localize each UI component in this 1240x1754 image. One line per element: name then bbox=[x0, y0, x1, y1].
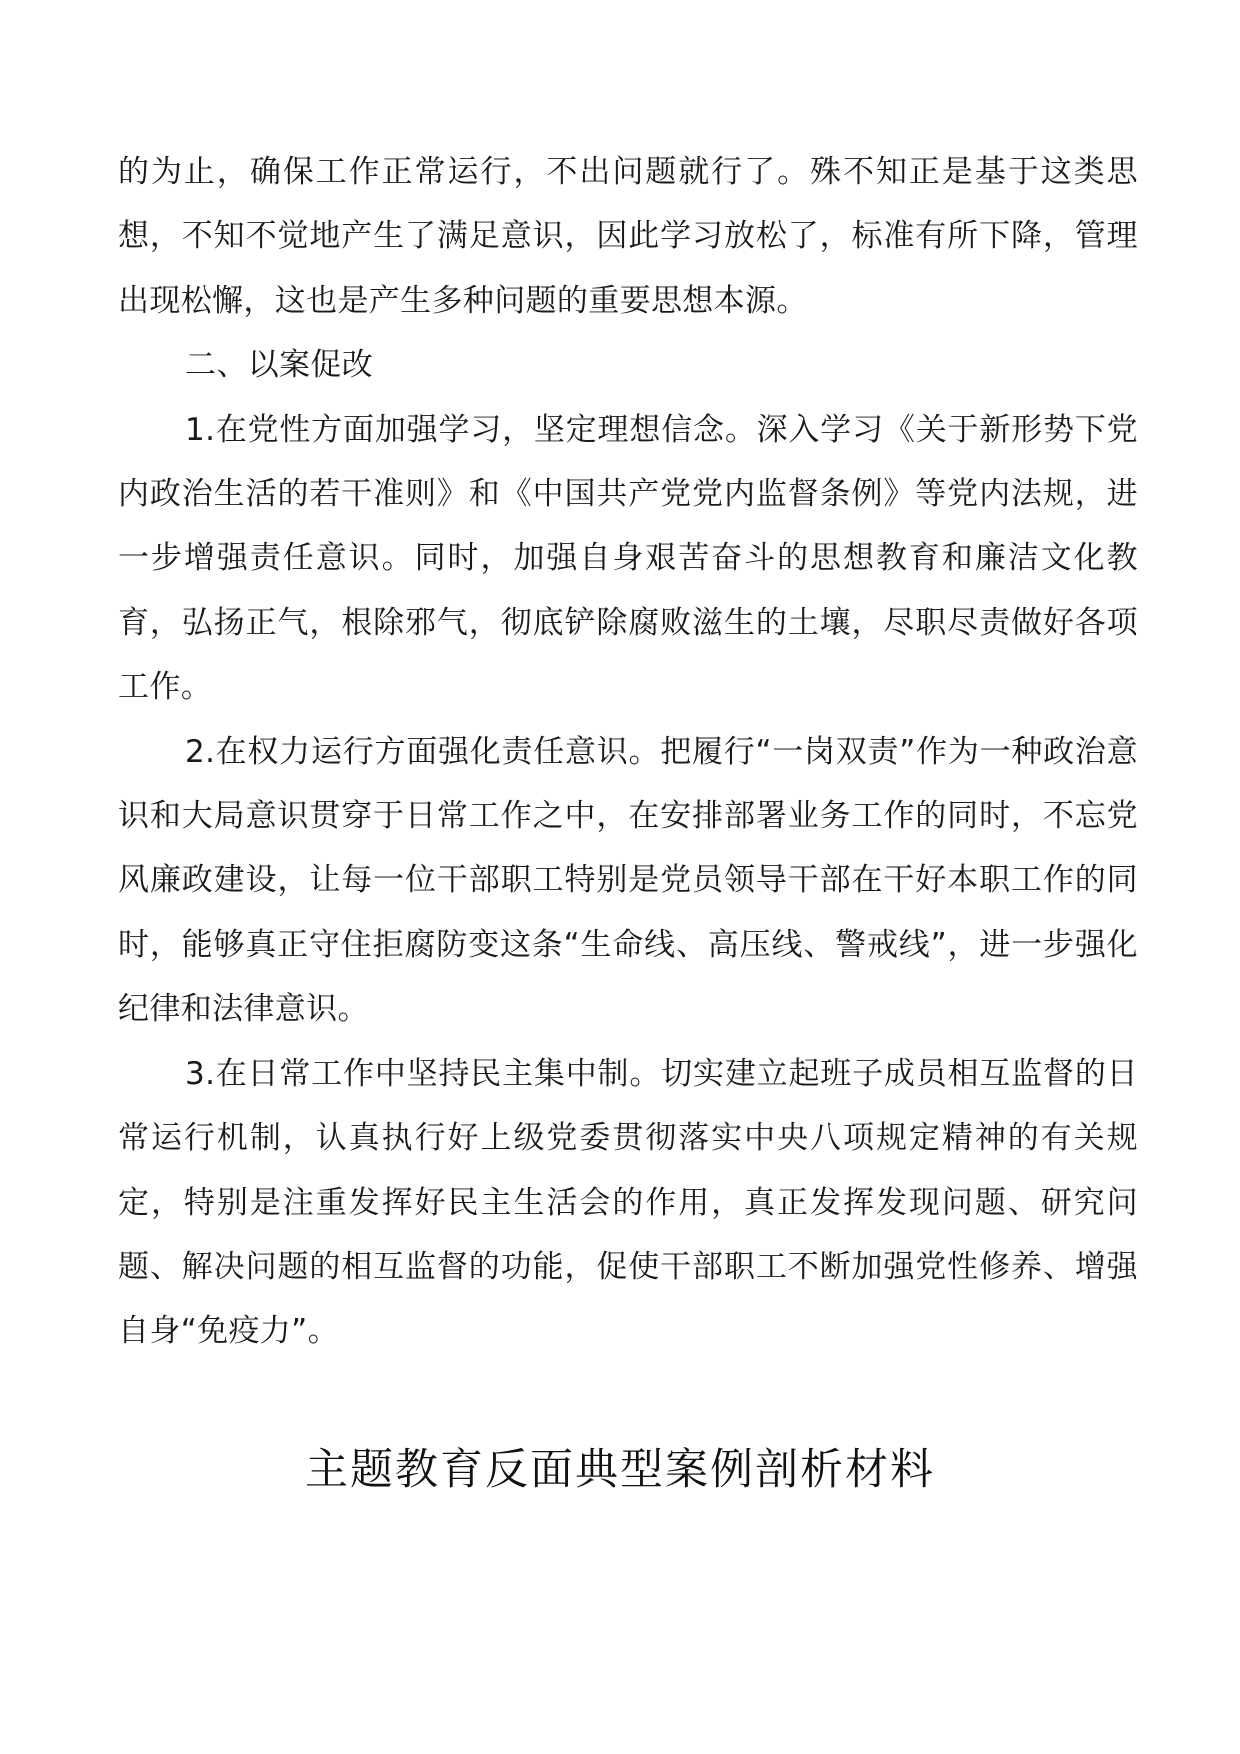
next-document-title: 主题教育反面典型案例剖析材料 bbox=[305, 1445, 935, 1495]
list-item-1: 1.在党性方面加强学习，坚定理想信念。深入学习《关于新形势下党内政治生活的若干准则》和《中国共产党党内监督条例》等党内法规，进一步增强责任意识。同时，加强自身艰苦奋斗的思想教育和廉洁文化教育，弘扬正气，根除邪气，彻底铲除腐败滋生的土壤，尽职尽责做好各项工作。 bbox=[118, 411, 1138, 706]
section-heading-2: 二、以案促改 bbox=[185, 347, 374, 384]
list-item-2: 2.在权力运行方面强化责任意识。把履行“一岗双责”作为一种政治意识和大局意识贯穿于日常工作之中，在安排部署业务工作的同时，不忘党风廉政建设，让每一位干部职工特别是党员领导干部在干好本职工作的同时，能够真正守住拒腐防变这条“生命线、高压线、警戒线”，进一步强化纪律和法律意识。 bbox=[118, 733, 1138, 1028]
document-body bbox=[118, 140, 1138, 1364]
paragraph-continuation: 的为止，确保工作正常运行，不出问题就行了。殊不知正是基于这类思想，不知不觉地产生了满足意识，因此学习放松了，标准有所下降，管理出现松懈，这也是产生多种问题的重要思想本源。 bbox=[118, 154, 1138, 319]
list-item-3: 3.在日常工作中坚持民主集中制。切实建立起班子成员相互监督的日常运行机制，认真执行好上级党委贯彻落实中央八项规定精神的有关规定，特别是注重发挥好民主生活会的作用，真正发挥发现问题、研究问题、解决问题的相互监督的功能，促使干部职工不断加强党性修养、增强自身“免疫力”。 bbox=[118, 1055, 1138, 1350]
